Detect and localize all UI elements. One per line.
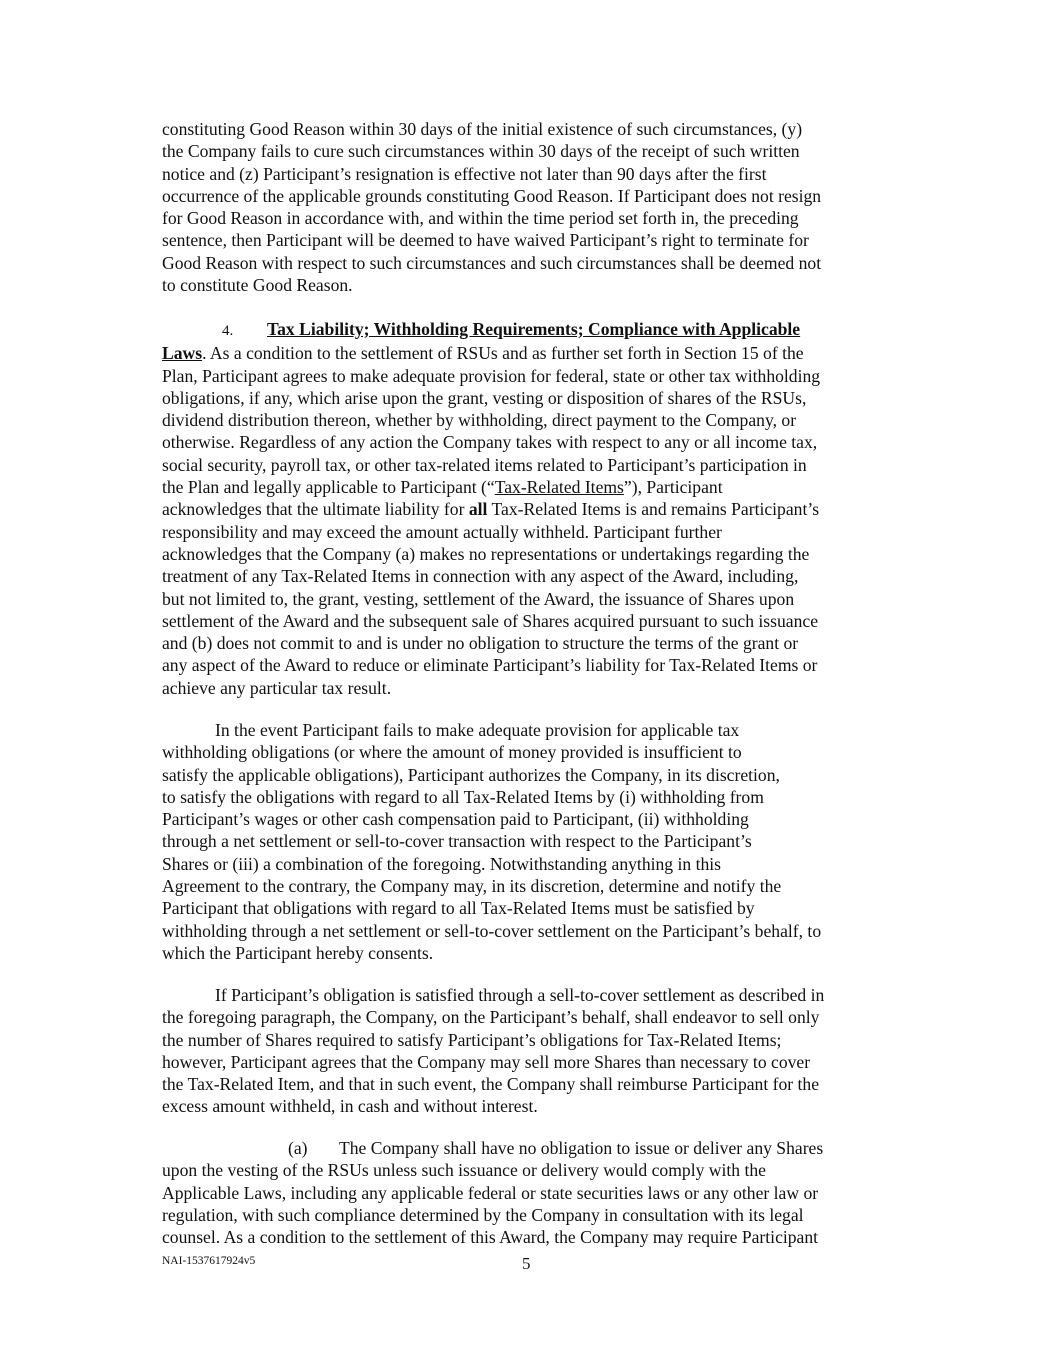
- section-heading-continued: Laws: [162, 343, 203, 364]
- text-line: achieve any particular tax result.: [162, 677, 392, 698]
- text-segment: . As a condition to the settlement of RSUs and as further set forth in Section 15 of the: [202, 343, 804, 364]
- text-line: to satisfy the obligations with regard to all Tax-Related Items by (i) withholding from: [162, 786, 764, 807]
- text-line: upon the vesting of the RSUs unless such issuance or delivery would comply with the: [162, 1160, 766, 1181]
- text-line: social security, payroll tax, or other tax-related items related to Participant’s participation in: [162, 454, 807, 475]
- text-line: withholding through a net settlement or sell-to-cover settlement on the Participant’s behalf, to: [162, 920, 822, 941]
- text-segment: the Plan and legally applicable to Participant (“: [162, 477, 495, 498]
- text-line: the foregoing paragraph, the Company, on the Participant’s behalf, shall endeavor to sell only: [162, 1007, 820, 1028]
- section-heading: Tax Liability; Withholding Requirements; Compliance with Applicable: [267, 319, 801, 339]
- section-4-tax-liability: [162, 318, 897, 699]
- text-line: excess amount withheld, in cash and without interest.: [162, 1096, 538, 1117]
- text-line: Good Reason with respect to such circumstances and such circumstances shall be deemed not: [162, 252, 822, 273]
- text-line: constituting Good Reason within 30 days of the initial existence of such circumstances, (y): [162, 119, 803, 139]
- text-segment: ”), Participant: [623, 477, 723, 498]
- text-line: In the event Participant fails to make adequate provision for applicable tax: [215, 720, 740, 740]
- paragraph-good-reason: [162, 118, 897, 296]
- text-line: treatment of any Tax-Related Items in connection with any aspect of the Award, including,: [162, 566, 799, 587]
- text-segment: acknowledges that the ultimate liability for: [162, 499, 469, 520]
- text-line: the Tax-Related Item, and that in such event, the Company shall reimburse Participant for the: [162, 1074, 820, 1095]
- text-line: satisfy the applicable obligations), Participant authorizes the Company, in its discretion,: [162, 764, 780, 785]
- text-line: counsel. As a condition to the settlement of this Award, the Company may require Participant: [162, 1227, 819, 1248]
- text-line: otherwise. Regardless of any action the Company takes with respect to any or all income tax,: [162, 432, 818, 453]
- text-line: settlement of the Award and the subsequent sale of Shares acquired pursuant to such issuance: [162, 610, 819, 631]
- text-line: [162, 342, 897, 364]
- subsection-a: [162, 1137, 897, 1248]
- text-line: Plan, Participant agrees to make adequate provision for federal, state or other tax withholding: [162, 365, 821, 386]
- page-number: 5: [522, 1254, 531, 1273]
- text-line: regulation, with such compliance determined by the Company in consultation with its legal: [162, 1204, 804, 1225]
- text-line: obligations, if any, which arise upon the grant, vesting or disposition of shares of the RSUs,: [162, 387, 807, 408]
- text-line: the number of Shares required to satisfy Participant’s obligations for Tax-Related Items;: [162, 1029, 782, 1050]
- text-line: Agreement to the contrary, the Company may, in its discretion, determine and notify the: [162, 876, 782, 897]
- text-line: and (b) does not commit to and is under no obligation to structure the terms of the grant or: [162, 633, 799, 654]
- text-line: through a net settlement or sell-to-cover transaction with respect to the Participant’s: [162, 831, 752, 852]
- subsection-label: (a): [288, 1138, 308, 1158]
- text-line: the Company fails to cure such circumstances within 30 days of the receipt of such written: [162, 141, 800, 162]
- text-line: If Participant’s obligation is satisfied through a sell-to-cover settlement as described in: [215, 985, 825, 1005]
- bold-emphasis: all: [468, 499, 488, 520]
- text-line: Applicable Laws, including any applicable federal or state securities laws or any other law or: [162, 1182, 819, 1203]
- text-line: Participant that obligations with regard to all Tax-Related Items must be satisfied by: [162, 898, 755, 919]
- text-line: any aspect of the Award to reduce or eliminate Participant’s liability for Tax-Related Items or: [162, 655, 818, 676]
- section-number: 4.: [222, 323, 234, 339]
- paragraph-sell-to-cover: [162, 984, 897, 1118]
- paragraph-withholding-event: [162, 719, 897, 964]
- text-line: sentence, then Participant will be deemed to have waived Participant’s right to terminate for: [162, 230, 809, 251]
- text-line: however, Participant agrees that the Company may sell more Shares than necessary to cover: [162, 1051, 811, 1072]
- text-line: responsibility and may exceed the amount actually withheld. Participant further: [162, 521, 722, 542]
- defined-term: Tax-Related Items: [494, 477, 624, 498]
- text-line: but not limited to, the grant, vesting, settlement of the Award, the issuance of Shares upon: [162, 588, 795, 609]
- footer-document-id: NAI-1537617924v5: [162, 1255, 256, 1267]
- text-line: dividend distribution thereon, whether by withholding, direct payment to the Company, or: [162, 410, 797, 431]
- text-line: to constitute Good Reason.: [162, 275, 353, 296]
- text-line: notice and (z) Participant’s resignation is effective not later than 90 days after the first: [162, 163, 767, 184]
- text-segment: Tax-Related Items is and remains Participant’s: [487, 499, 820, 520]
- text-line: for Good Reason in accordance with, and within the time period set forth in, the preceding: [162, 208, 799, 229]
- text-line: Participant’s wages or other cash compensation paid to Participant, (ii) withholding: [162, 809, 749, 830]
- text-line: acknowledges that the Company (a) makes no representations or undertakings regarding the: [162, 543, 810, 564]
- text-line: withholding obligations (or where the amount of money provided is insufficient to: [162, 742, 742, 763]
- text-line: [162, 498, 897, 520]
- text-line: occurrence of the applicable grounds constituting Good Reason. If Participant does not resign: [162, 185, 822, 206]
- section-heading-line: [162, 318, 897, 342]
- text-line: Shares or (iii) a combination of the foregoing. Notwithstanding anything in this: [162, 853, 721, 874]
- text-segment: The Company shall have no obligation to issue or deliver any Shares: [339, 1138, 824, 1158]
- subsection-first-line: [162, 1137, 897, 1159]
- text-line: which the Participant hereby consents.: [162, 942, 434, 963]
- text-line: [162, 476, 897, 498]
